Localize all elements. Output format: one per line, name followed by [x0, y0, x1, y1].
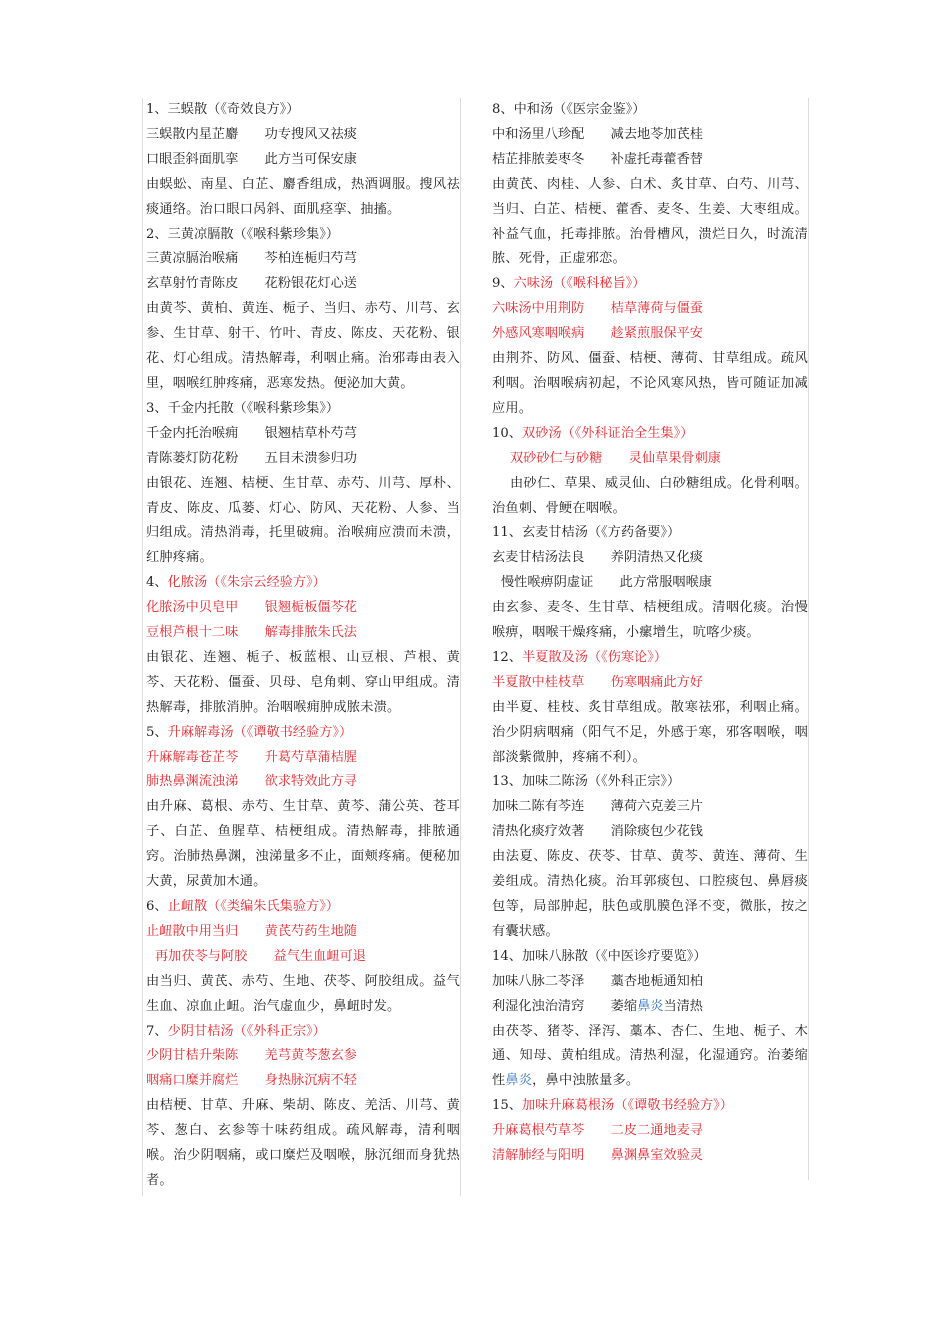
section-title: 1、三蜈散（《奇效良方》） — [146, 102, 300, 117]
formula-description: 由半夏、桂枝、炙甘草组成。散寒祛邪，利咽止痛。治少阴病咽痛（阳气不足，外感于寒，邪客咽喉，咽部淡紫微肿，疼痛不利）。 — [492, 699, 808, 765]
verse-line: 肺热鼻渊流浊涕 欲求特效此方寻 — [146, 774, 357, 790]
verse-line: 六味汤中用荆防 桔草薄荷与僵蚕 — [492, 301, 703, 317]
formula-description: 由当归、黄芪、赤芍、生地、茯苓、阿胶组成。益气生血、凉血止衄。治气虚血少，鼻衄时发。 — [146, 973, 460, 1014]
verse-line: 加味八脉二苓泽 藁杏地栀通知柏 — [492, 973, 703, 989]
section-title — [492, 272, 808, 297]
section-title — [146, 1020, 460, 1045]
section-title: 8、中和汤（《医宗金鉴》） — [492, 102, 646, 117]
verse-line: 咽痛口糜并腐烂 身热脉沉病不轻 — [146, 1073, 357, 1089]
verse-line: 升麻葛根芍草芩 二皮二通地麦寻 — [492, 1123, 703, 1139]
formula-description: 由荆芥、防风、僵蚕、桔梗、薄荷、甘草组成。疏风利咽。治咽喉病初起，不论风寒风热，皆可随证加减应用。 — [492, 351, 808, 416]
formula-description — [492, 1020, 808, 1095]
section-name: 少阴甘桔汤（《外科正宗》） — [167, 1023, 326, 1039]
verse-line: 青陈蒌灯防花粉 五目未溃参归功 — [146, 450, 357, 466]
right-column — [489, 98, 809, 1180]
section-name: 加味升麻葛根汤（《谭敬书经验方》） — [521, 1098, 733, 1114]
formula-description: 由桔梗、甘草、升麻、柴胡、陈皮、羌活、川芎、黄芩、葱白、玄参等十味药组成。疏风解毒，清利咽喉。治少阴咽痛，或口糜烂及咽喉，脉沉细而身犹热者。 — [146, 1098, 460, 1188]
formula-description: 由玄参、麦冬、生甘草、桔梗组成。清咽化痰。治慢喉痹，咽喉干燥疼痛，小瘰增生，吭喀少痰。 — [492, 600, 808, 641]
verse-line: 玄麦甘桔汤法良 养阴清热又化痰 — [492, 550, 703, 566]
verse-line: 三黄凉膈治喉痛 芩柏连栀归芍芎 — [146, 251, 357, 267]
section-name: 化脓汤（《朱宗云经验方》） — [167, 575, 326, 591]
section-title — [492, 422, 808, 447]
section-name: 升麻解毒汤（《谭敬书经验方》） — [167, 724, 353, 740]
section-number: 12、 — [492, 649, 522, 665]
section-number: 5、 — [146, 724, 168, 740]
left-column — [142, 98, 461, 1196]
section-title: 14、加味八脉散（《中医诊疗要览》） — [492, 948, 707, 964]
verse-line: 三蜈散内星芷麝 功专搜风又祛痰 — [146, 126, 357, 142]
section-title: 2、三黄凉膈散（《喉科紫珍集》） — [146, 226, 340, 242]
verse-line: 千金内托治喉痈 银翘桔草朴芍芎 — [146, 425, 357, 441]
section-title — [146, 895, 460, 920]
verse-line: 化脓汤中贝皂甲 银翘栀板僵芩花 — [146, 600, 357, 616]
section-title — [146, 571, 460, 596]
verse-line: 加味二陈有芩连 薄荷六克姜三片 — [492, 799, 703, 815]
formula-description: 由砂仁、草果、威灵仙、白砂糖组成。化骨利咽。治鱼刺、骨鲠在咽喉。 — [492, 475, 808, 516]
section-title — [492, 1094, 808, 1119]
section-name: 六味汤（《喉科秘旨》） — [513, 276, 646, 292]
verse-line: 慢性喉痹阴虚证 此方常服咽喉康 — [501, 575, 712, 591]
formula-description: 由黄芩、黄柏、黄连、栀子、当归、赤芍、川芎、玄参、生甘草、射干、竹叶、青皮、陈皮、天花粉、银花、灯心组成。清热解毒，利咽止痛。治邪毒由表入里，咽喉红肿疼痛，恶寒发热。便泌加大黄。 — [146, 301, 460, 391]
section-title — [146, 721, 460, 746]
description-text: 由茯苓、猪苓、泽泻、藁本、杏仁、生地、栀子、木通、知母、黄柏组成。清热利湿，化湿通窍。治萎缩性 — [492, 1023, 808, 1089]
formula-description: 由升麻、葛根、赤芍、生甘草、黄芩、蒲公英、苍耳子、白芷、鱼腥草、桔梗组成。清热解毒，排脓通窍。治肺热鼻渊，浊涕量多不止，面颊疼痛。便秘加大黄，尿黄加木通。 — [146, 799, 460, 890]
verse-line: 口眼歪斜面肌挛 此方当可保安康 — [146, 151, 357, 167]
formula-description: 由银花、连翘、桔梗、生甘草、赤芍、川芎、厚朴、青皮、陈皮、瓜蒌、灯心、防风、天花粉、人参、当归组成。清热消毒，托里破痈。治喉痈应溃而未溃，红肿疼痛。 — [146, 475, 460, 566]
section-number: 6、 — [146, 899, 168, 914]
verse-line — [492, 995, 808, 1020]
rhinitis-link[interactable]: 鼻炎 — [505, 1073, 533, 1089]
formula-description: 由黄芪、肉桂、人参、白术、炙甘草、白芍、川芎、当归、白芷、桔梗、藿香、麦冬、生姜、大枣组成。补益气血，托毒排脓。治骨槽风，溃烂日久，时流清脓、死骨，正虚邪恋。 — [492, 176, 808, 267]
formula-description: 由法夏、陈皮、茯苓、甘草、黄芩、黄连、薄荷、生姜组成。清热化痰。治耳郭痰包、口腔痰包、鼻唇痰包等，局部肿起，肤色或肌膜色泽不变，微胀，按之有囊状感。 — [492, 849, 808, 939]
rhinitis-link[interactable]: 鼻炎 — [637, 998, 664, 1014]
section-name: 止衄散（《类编朱氏集验方》） — [167, 899, 340, 914]
description-text: ，鼻中浊脓量多。 — [532, 1073, 640, 1089]
section-number: 4、 — [146, 575, 168, 591]
verse-line: 中和汤里八珍配 减去地苓加芪桂 — [492, 126, 703, 142]
section-number: 7、 — [146, 1023, 168, 1039]
verse-line: 外感风寒咽喉病 趁紧煎服保平安 — [492, 326, 703, 342]
verse-text: 利湿化浊治清窍 萎缩 — [492, 998, 638, 1014]
section-number: 10、 — [492, 425, 522, 441]
verse-line: 再加茯苓与阿胶 益气生血衄可退 — [155, 948, 366, 964]
verse-line: 止衄散中用当归 黄芪芍药生地随 — [146, 923, 357, 939]
section-title — [492, 646, 808, 671]
verse-line: 少阴甘桔升柴陈 羌芎黄芩葱玄参 — [146, 1048, 357, 1064]
section-name: 半夏散及汤（《伤寒论》） — [521, 649, 668, 665]
verse-line: 半夏散中桂枝草 伤寒咽痛此方好 — [492, 674, 703, 690]
verse-line: 升麻解毒苍芷芩 升葛芍草蒲桔腥 — [146, 749, 357, 765]
verse-line: 清热化痰疗效著 消除痰包少花钱 — [492, 824, 703, 840]
formula-description: 由蜈蚣、南星、白芷、麝香组成，热酒调服。搜风祛痰通络。治口眼口呙斜、面肌痉挛、抽搐。 — [146, 176, 460, 217]
verse-line: 桔芷排脓姜枣冬 补虚托毒藿香替 — [492, 151, 703, 167]
section-title: 11、玄麦甘桔汤（《方药备要》） — [492, 525, 681, 541]
verse-line: 玄草射竹青陈皮 花粉银花灯心送 — [146, 276, 357, 292]
formula-description: 由银花、连翘、栀子、板蓝根、山豆根、芦根、黄芩、天花粉、僵蚕、贝母、皂角刺、穿山甲组成。清热解毒，排脓消肿。治咽喉痈肿成脓未溃。 — [146, 649, 460, 715]
verse-line: 清解肺经与阳明 鼻渊鼻室效验灵 — [492, 1148, 703, 1164]
verse-text: 当清热 — [663, 998, 703, 1014]
section-number: 15、 — [492, 1098, 522, 1114]
section-number: 9、 — [492, 276, 514, 292]
section-title: 13、加味二陈汤（《外科正宗》） — [492, 774, 681, 790]
section-name: 双砂汤（《外科证治全生集》） — [521, 425, 694, 441]
verse-line: 双砂砂仁与砂糖 灵仙草果骨刺康 — [510, 450, 721, 466]
section-title: 3、千金内托散（《喉科紫珍集》） — [146, 400, 340, 416]
verse-line: 豆根芦根十二味 解毒排脓朱氏法 — [146, 625, 357, 641]
